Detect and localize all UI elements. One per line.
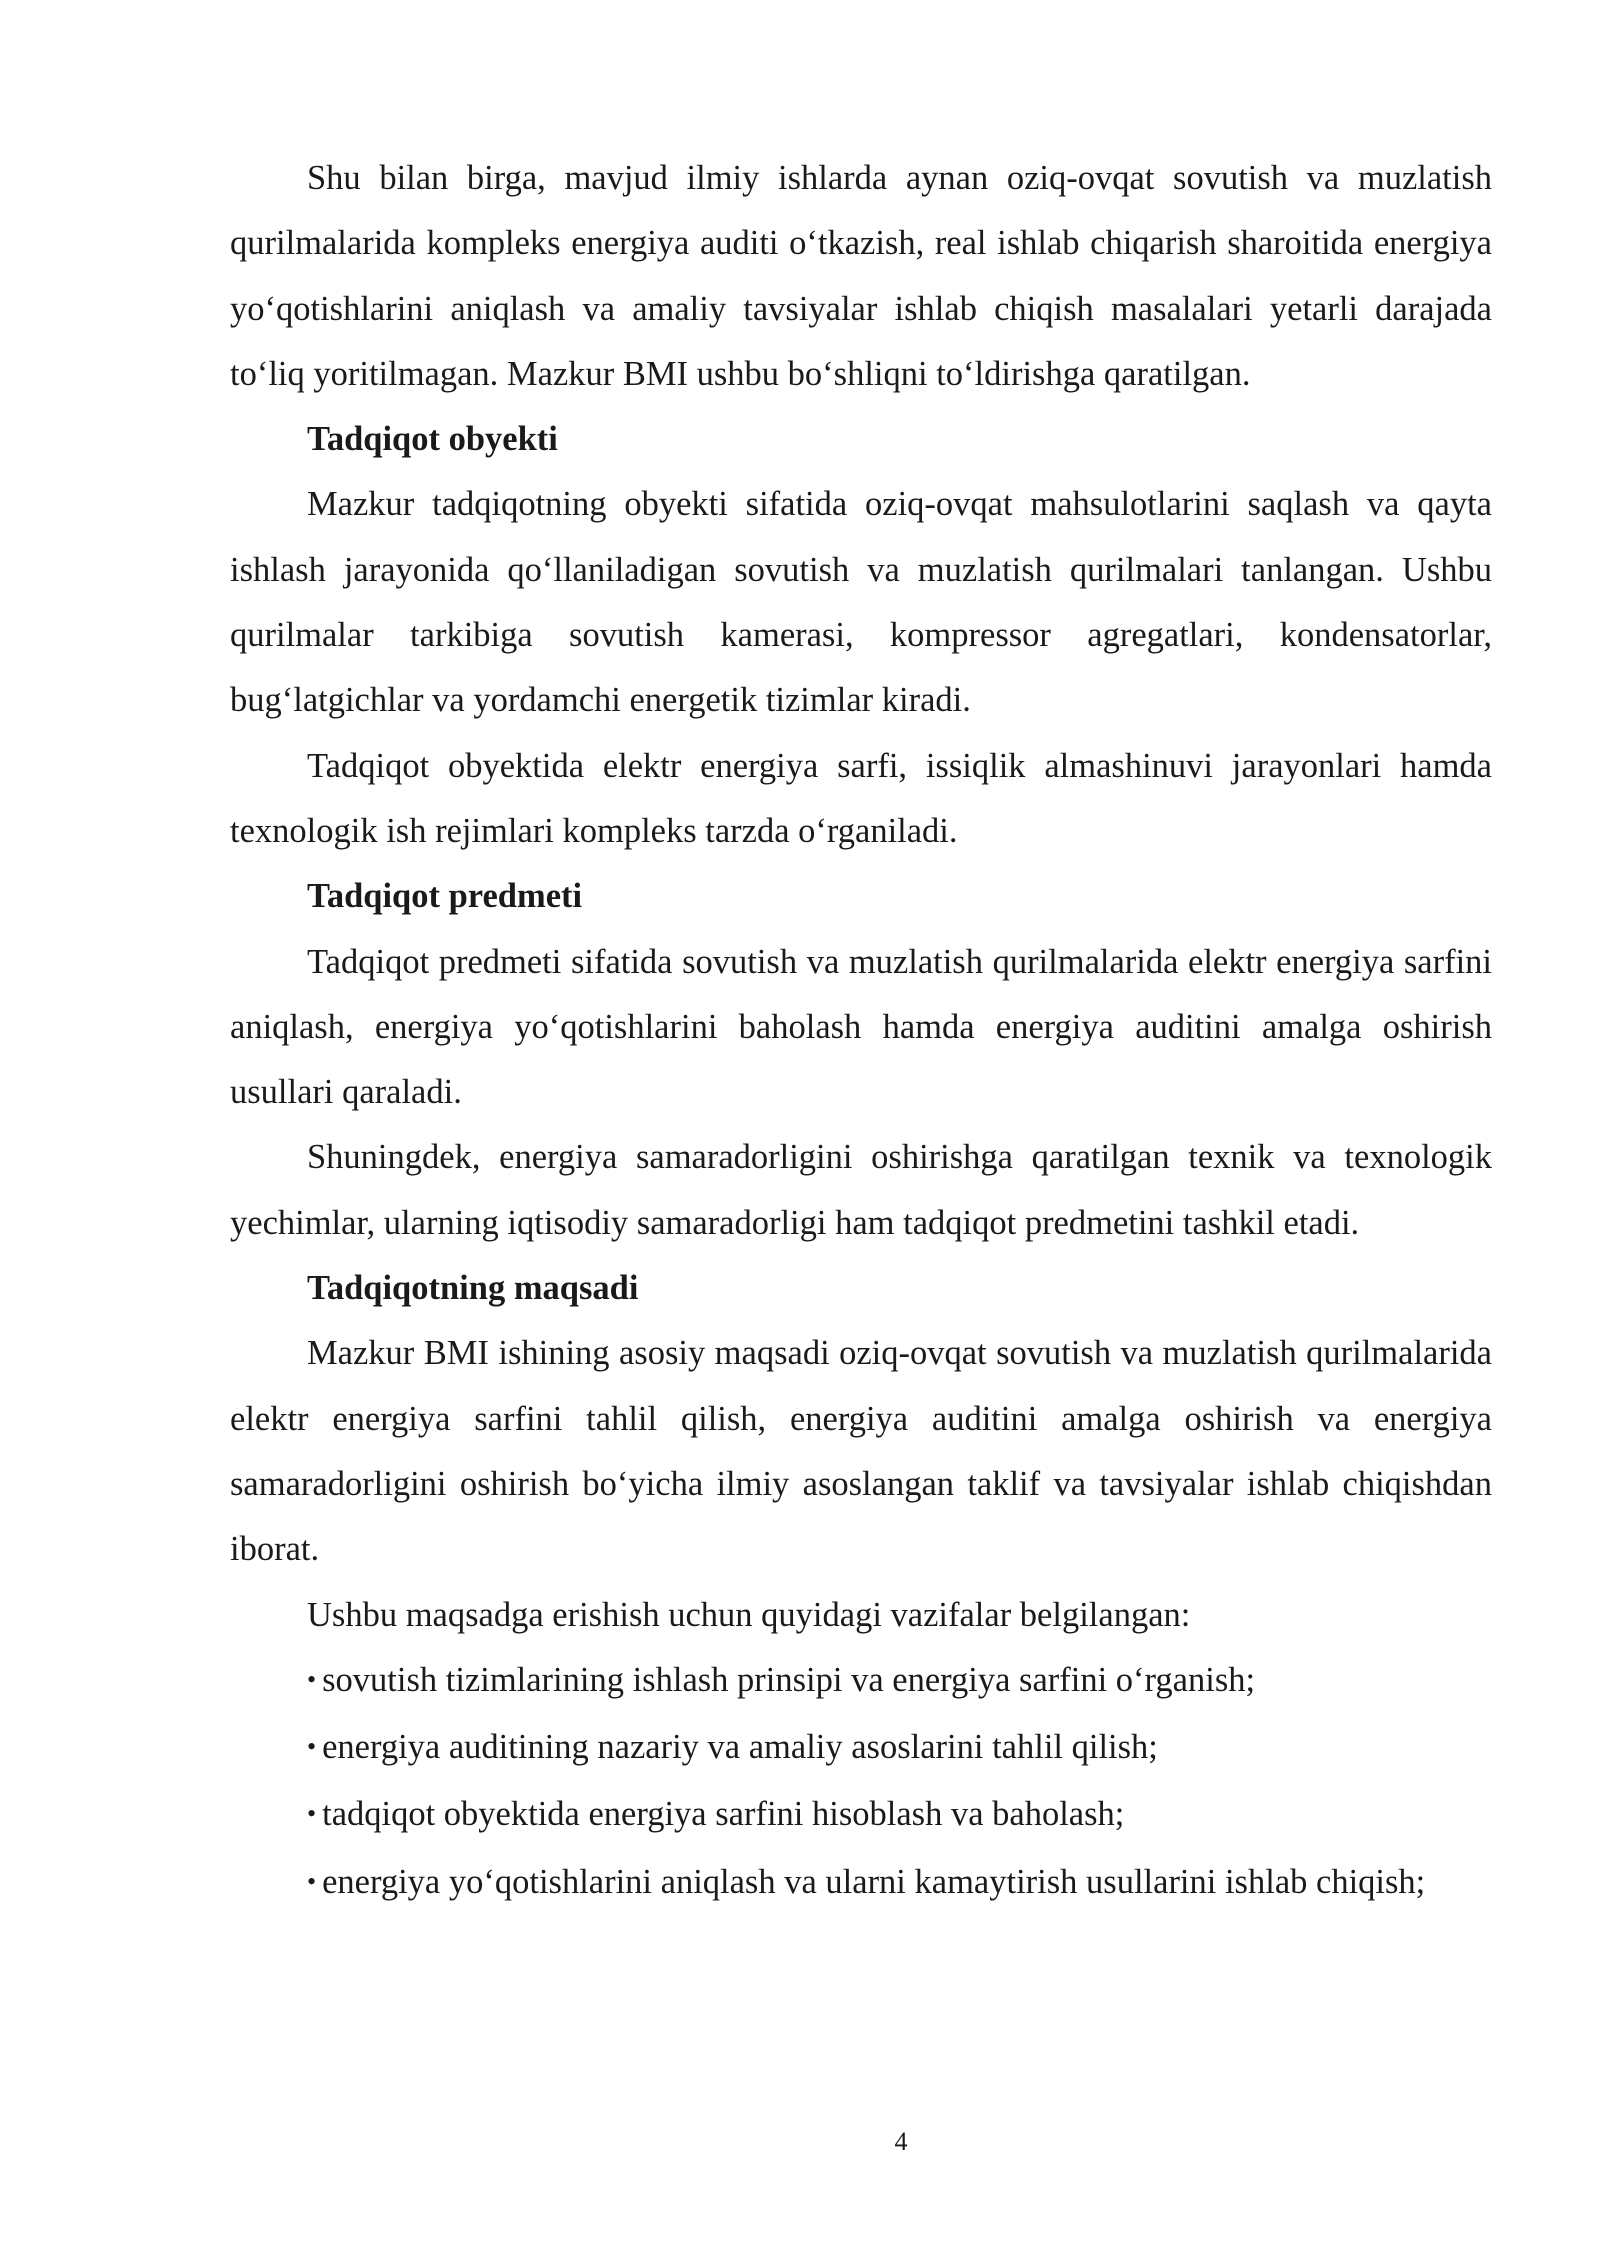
paragraph-object-description: Mazkur tadqiqotning obyekti sifatida oziq-ovqat mahsulotlarini saqlash va qayta ishlash jarayonida qo‘llaniladigan sovutish va muzlatish qurilmalari tanlangan. Ushbu qurilmalar tarkibiga sovutish kamerasi, kompressor agregatlari, kondensatorlar, bug‘latgichlar va yordamchi energetik tizimlar kiradi. <box>230 485 1492 720</box>
bullet-icon: • <box>307 1799 317 1829</box>
paragraph-subject-solutions: Shuningdek, energiya samaradorligini oshirishga qaratilgan texnik va texnologik yechimlar, ularning iqtisodiy samaradorligi ham tadqiqot predmetini tashkil etadi. <box>230 1138 1492 1242</box>
heading-research-goal: Tadqiqotning maqsadi <box>307 1269 639 1308</box>
list-item-text: energiya auditining nazariy va amaliy asoslarini tahlil qilish; <box>322 1728 1158 1767</box>
list-item <box>230 1648 1492 1715</box>
bullet-icon: • <box>307 1732 317 1762</box>
document-page <box>230 146 1492 1917</box>
list-item <box>230 1782 1492 1849</box>
paragraph-tasks-intro: Ushbu maqsadga erishish uchun quyidagi vazifalar belgilangan: <box>307 1595 1191 1634</box>
bullet-icon: • <box>307 1866 317 1896</box>
list-item <box>230 1715 1492 1782</box>
heading-research-object: Tadqiqot obyekti <box>307 420 558 459</box>
paragraph-object-study: Tadqiqot obyektida elektr energiya sarfi, issiqlik almashinuvi jarayonlari hamda texnologik ish rejimlari kompleks tarzda o‘rganiladi. <box>230 746 1492 850</box>
list-item <box>230 1850 1492 1917</box>
list-item-text: tadqiqot obyektida energiya sarfini hisoblash va baholash; <box>322 1795 1125 1834</box>
paragraph-subject-description: Tadqiqot predmeti sifatida sovutish va muzlatish qurilmalarida elektr energiya sarfini aniqlash, energiya yo‘qotishlarini baholash hamda energiya auditini amalga oshirish usullari qaraladi. <box>230 942 1492 1112</box>
list-item-text: energiya yo‘qotishlarini aniqlash va ularni kamaytirish usullarini ishlab chiqish; <box>322 1862 1426 1901</box>
paragraph-gap-statement: Shu bilan birga, mavjud ilmiy ishlarda aynan oziq-ovqat sovutish va muzlatish qurilmalarida kompleks energiya auditi o‘tkazish, real ishlab chiqarish sharoitida energiya yo‘qotishlarini aniqlash va amaliy tavsiyalar ishlab chiqish masalalari yetarli darajada to‘liq yoritilmagan. Mazkur BMI ushbu bo‘shliqni to‘ldirishga qaratilgan. <box>230 159 1492 393</box>
bullet-icon: • <box>307 1664 317 1694</box>
paragraph-goal-description: Mazkur BMI ishining asosiy maqsadi oziq-ovqat sovutish va muzlatish qurilmalarida elektr energiya sarfini tahlil qilish, energiya auditini amalga oshirish va energiya samaradorligini oshirish bo‘yicha ilmiy asoslangan taklif va tavsiyalar ishlab chiqishdan iborat. <box>230 1334 1492 1569</box>
heading-research-subject: Tadqiqot predmeti <box>307 877 583 916</box>
list-item-text: sovutish tizimlarining ishlash prinsipi va energiya sarfini o‘rganish; <box>322 1660 1256 1699</box>
page-number: 4 <box>894 2127 908 2156</box>
